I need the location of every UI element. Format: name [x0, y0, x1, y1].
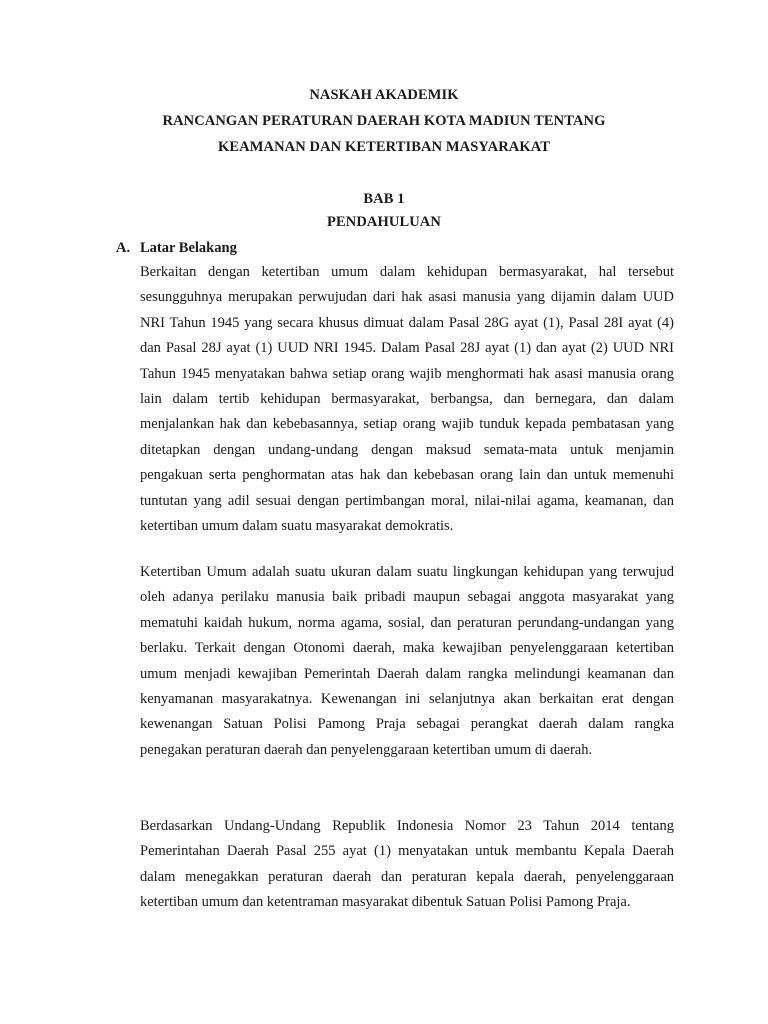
document-subtitle-line-2: KEAMANAN DAN KETERTIBAN MASYARAKAT: [218, 139, 550, 155]
paragraph-2: Ketertiban Umum adalah suatu ukuran dalam suatu lingkungan kehidupan yang terwujud oleh adanya perilaku manusia baik pribadi maupun sebagai anggota masyarakat yang mematuhi kaidah hukum, norma agama, sosial, dan peraturan perundang-undangan yang berlaku. Terkait dengan Otonomi daerah, maka kewajiban penyelenggaraan ketertiban umum menjadi kewajiban Pemerintah Daerah dalam rangka melindungi keamanan dan kenyamanan masyarakatnya. Kewenangan ini selanjutnya akan berkaitan erat dengan kewenangan Satuan Polisi Pamong Praja sebagai perangkat daerah dalam rangka penegakan peraturan daerah dan penyelenggaraan ketertiban umum di daerah.: [140, 564, 674, 758]
section-title: Latar Belakang: [140, 240, 237, 256]
section-letter: A.: [116, 240, 131, 256]
chapter-label: BAB 1: [363, 191, 405, 207]
chapter-title: PENDAHULUAN: [327, 214, 441, 230]
paragraph-1: Berkaitan dengan ketertiban umum dalam kehidupan bermasyarakat, hal tersebut sesungguhnya merupakan perwujudan dari hak asasi manusia yang dijamin dalam UUD NRI Tahun 1945 yang secara khusus dimuat dalam Pasal 28G ayat (1), Pasal 28I ayat (4) dan Pasal 28J ayat (1) UUD NRI 1945. Dalam Pasal 28J ayat (1) dan ayat (2) UUD NRI Tahun 1945 menyatakan bahwa setiap orang wajib menghormati hak asasi manusia orang lain dalam tertib kehidupan bermasyarakat, berbangsa, dan bernegara, dan dalam menjalankan hak dan kebebasannya, setiap orang wajib tunduk kepada pembatasan yang ditetapkan dengan undang-undang dengan maksud semata-mata untuk menjamin pengakuan serta penghormatan atas hak dan kebebasan orang lain dan untuk memenuhi tuntutan yang adil sesuai dengan pertimbangan moral, nilai-nilai agama, keamanan, dan ketertiban umum dalam suatu masyarakat demokratis.: [140, 264, 674, 535]
section-heading: [116, 240, 237, 257]
document-title: NASKAH AKADEMIK: [309, 87, 459, 103]
paragraph-3: Berdasarkan Undang-Undang Republik Indonesia Nomor 23 Tahun 2014 tentang Pemerintahan Daerah Pasal 255 ayat (1) menyatakan untuk membantu Kepala Daerah dalam menegakkan peraturan daerah dan peraturan kepala daerah, penyelenggaraan ketertiban umum dan ketentraman masyarakat dibentuk Satuan Polisi Pamong Praja.: [140, 818, 674, 911]
document-subtitle-line-1: RANCANGAN PERATURAN DAERAH KOTA MADIUN TENTANG: [162, 113, 606, 129]
